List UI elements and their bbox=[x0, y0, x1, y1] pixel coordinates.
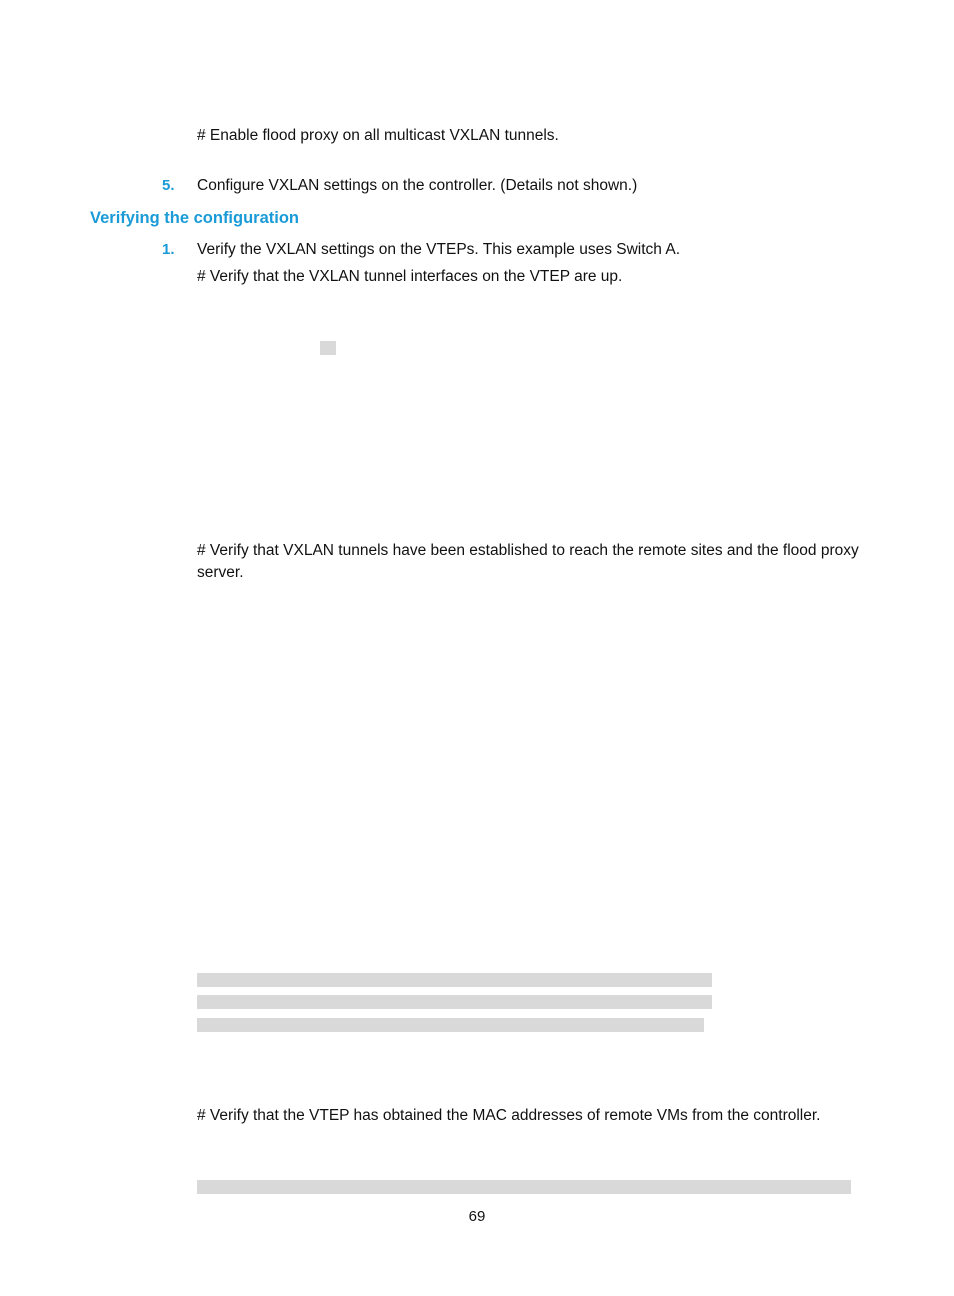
comment-tunnel-interfaces-up: # Verify that the VXLAN tunnel interfaces on the VTEP are up. bbox=[197, 268, 623, 285]
step-1-number: 1. bbox=[162, 241, 175, 258]
redacted-code-line bbox=[197, 995, 712, 1009]
comment-enable-flood-proxy: # Enable flood proxy on all multicast VXLAN tunnels. bbox=[197, 127, 559, 144]
step-1-text: Verify the VXLAN settings on the VTEPs. This example uses Switch A. bbox=[197, 241, 681, 258]
page-number: 69 bbox=[468, 1208, 486, 1225]
redacted-code-block bbox=[320, 341, 336, 355]
step-5-number: 5. bbox=[162, 177, 175, 194]
redacted-code-line bbox=[197, 973, 712, 987]
redacted-code-line bbox=[197, 1018, 704, 1032]
redacted-code-line bbox=[197, 1180, 851, 1194]
step-5-text: Configure VXLAN settings on the controller. (Details not shown.) bbox=[197, 177, 638, 194]
comment-mac-addresses: # Verify that the VTEP has obtained the MAC addresses of remote VMs from the controller. bbox=[197, 1107, 821, 1124]
section-heading: Verifying the configuration bbox=[90, 209, 300, 227]
comment-tunnels-established: # Verify that VXLAN tunnels have been established to reach the remote sites and the flood proxy server. bbox=[197, 542, 859, 581]
